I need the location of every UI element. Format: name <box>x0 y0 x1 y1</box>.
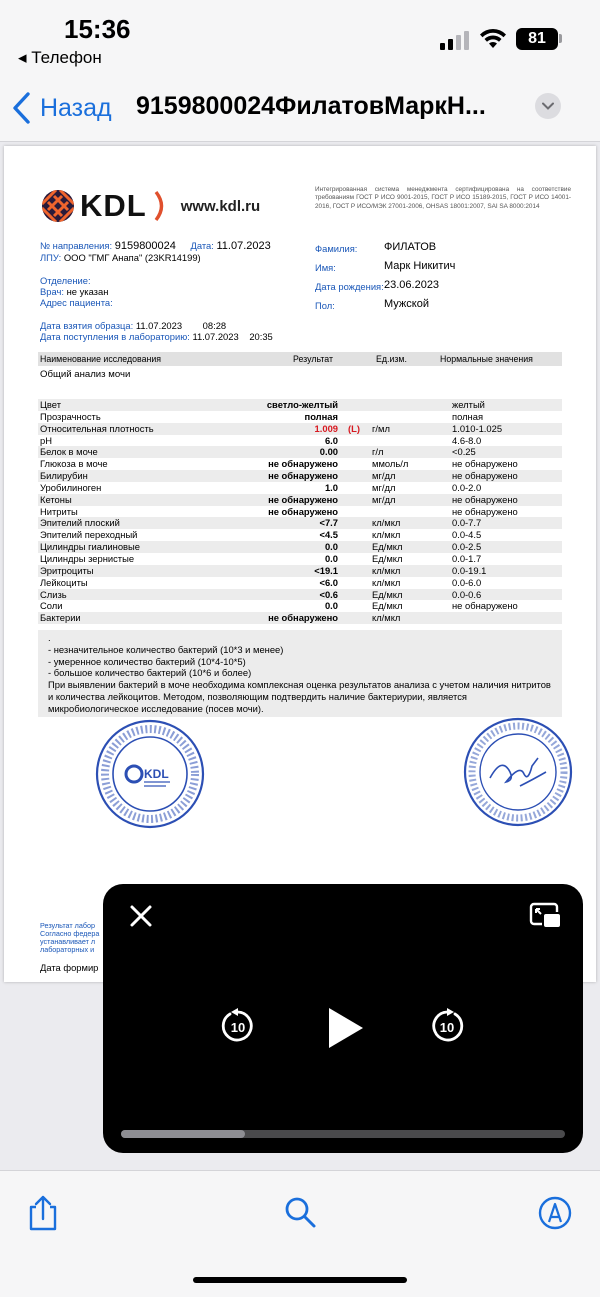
cell-norm: 0.0-7.7 <box>452 517 482 529</box>
signal-icon <box>440 30 470 50</box>
note-line: - незначительное количество бактерий (10*3 и менее) <box>48 643 284 655</box>
cell-unit: кл/мкл <box>372 612 401 624</box>
stamp-kdl-text: KDL <box>144 767 169 781</box>
cell-result: 0.0 <box>324 600 338 612</box>
cell-result: полная <box>304 410 338 422</box>
home-indicator[interactable] <box>193 1277 407 1283</box>
organization-stamp-icon <box>94 718 206 830</box>
table-row <box>38 506 562 518</box>
footer-line-3: устанавливает л <box>40 937 96 946</box>
cell-name: Относительная плотность <box>40 422 154 434</box>
results-table-body <box>38 399 562 624</box>
cell-unit: г/л <box>372 446 384 458</box>
lab-time: 20:35 <box>249 331 273 342</box>
back-button[interactable] <box>10 88 112 128</box>
cell-norm: 0.0-4.5 <box>452 529 482 541</box>
kdl-url[interactable]: www.kdl.ru <box>180 197 261 215</box>
table-row <box>38 589 562 601</box>
certification-text: Интегрированная система менеджмента сертифицирована на соответствие требованиям ГОСТ Р ИСО 9001-2015, ГОСТ Р ИСО 15189-2015, ГОСТ Р ИСО 14001-2016, ГОСТ Р ИСО/МЭК 27001-2006, OHSAS 18001:2007, SAI SA 8000:2014 <box>315 186 571 210</box>
cell-result: <0.6 <box>319 588 338 600</box>
cell-norm: 0.0-1.7 <box>452 552 482 564</box>
cell-result: 1.009 <box>314 422 338 434</box>
cell-norm: не обнаружено <box>452 458 518 470</box>
cell-name: Белок в моче <box>40 446 98 458</box>
table-row <box>38 423 562 435</box>
lpu-value: ООО "ГМГ Анапа" (23KR14199) <box>63 252 201 263</box>
header-result: Результат <box>293 354 334 364</box>
header-norm: Нормальные значения <box>440 354 533 364</box>
surname-value: ФИЛАТОВ <box>384 241 437 253</box>
back-to-app-link[interactable]: ◂ Телефон <box>18 48 102 67</box>
cell-result: 0.00 <box>319 446 338 458</box>
footer-line-2: Согласно федера <box>40 929 100 938</box>
cell-name: Лейкоциты <box>40 576 88 588</box>
cell-result: не обнаружено <box>268 612 338 624</box>
cell-norm: желтый <box>452 399 485 410</box>
note-line: - большое количество бактерий (10*6 и более) <box>48 667 252 679</box>
cell-unit: Ед/мкл <box>372 552 403 564</box>
birth-value: 23.06.2023 <box>384 279 440 291</box>
table-row <box>38 612 562 624</box>
table-row <box>38 482 562 494</box>
table-row <box>38 577 562 589</box>
doctor-value: не указан <box>66 286 109 297</box>
sample-date-line: Дата взятия образца: 11.07.2023 08:28 <box>40 320 227 331</box>
nav-bar <box>0 80 600 142</box>
referral-date: 11.07.2023 <box>216 240 271 252</box>
cell-unit: кл/мкл <box>372 576 401 588</box>
rewind-label: 10 <box>230 1020 246 1035</box>
sex-label: Пол: <box>315 300 335 311</box>
referral-number: 9159800024 <box>114 240 176 252</box>
cell-norm: <0.25 <box>452 446 476 458</box>
cell-result: <6.0 <box>319 576 338 588</box>
table-row <box>38 565 562 577</box>
birth-label: Дата рождения: <box>315 281 384 292</box>
kdl-logo-mark-icon <box>40 188 76 224</box>
cell-norm: 4.6-8.0 <box>452 434 482 446</box>
doctor-line: Врач: не указан <box>40 286 109 297</box>
address-label: Адрес пациента: <box>40 297 113 308</box>
doctor-stamp-icon <box>462 716 574 828</box>
forward-10-icon[interactable] <box>429 1008 465 1044</box>
note-line: . <box>48 632 51 643</box>
cell-unit: кл/мкл <box>372 564 401 576</box>
lab-date-line: Дата поступления в лабораторию: 11.07.2023 20:35 <box>40 331 273 342</box>
search-icon[interactable] <box>283 1195 317 1231</box>
cell-unit: мг/дл <box>372 470 396 482</box>
cell-norm: 0.0-2.0 <box>452 481 482 493</box>
footer-date: Дата формир <box>40 962 99 973</box>
close-icon[interactable] <box>127 902 155 930</box>
cell-norm: 1.010-1.025 <box>452 422 503 434</box>
cell-norm: 0.0-6.0 <box>452 576 482 588</box>
share-icon[interactable] <box>26 1195 60 1231</box>
test-title: Общий анализ мочи <box>40 369 131 380</box>
cell-result: <4.5 <box>319 529 338 541</box>
cell-unit: Ед/мкл <box>372 588 403 600</box>
document-title[interactable]: 9159800024ФилатовМаркН... <box>136 92 486 120</box>
table-row <box>38 411 562 423</box>
back-button-label: Назад <box>40 93 112 122</box>
cell-result: <7.7 <box>319 517 338 529</box>
cell-name: Глюкоза в моче <box>40 458 108 470</box>
table-row <box>38 517 562 529</box>
table-row <box>38 399 562 411</box>
kdl-logo <box>40 188 260 224</box>
table-row <box>38 446 562 458</box>
bacteria-notes <box>38 630 562 717</box>
cell-name: Цвет <box>40 399 62 410</box>
cell-result: не обнаружено <box>268 505 338 517</box>
status-time: 15:36 <box>64 14 131 44</box>
video-progress-fill <box>121 1130 245 1138</box>
battery-icon: 81 <box>516 28 558 50</box>
video-progress-bar[interactable] <box>121 1130 565 1138</box>
cell-result: 0.0 <box>324 541 338 553</box>
document-page <box>4 146 596 982</box>
sample-date: 11.07.2023 <box>135 320 183 331</box>
lab-date: 11.07.2023 <box>192 331 239 342</box>
table-row <box>38 553 562 565</box>
cell-unit: мг/дл <box>372 493 396 505</box>
note-line: - умеренное количество бактерий (10*4-10*5) <box>48 655 246 667</box>
cell-norm: не обнаружено <box>452 470 518 482</box>
cell-unit: Ед/мкл <box>372 541 403 553</box>
cell-name: pH <box>40 434 52 446</box>
cell-name: Слизь <box>40 588 67 600</box>
cell-unit: мг/дл <box>372 481 396 493</box>
cell-unit: кл/мкл <box>372 517 401 529</box>
note-line: При выявлении бактерий в моче необходима комплексная оценка результатов анализа с учетом наличия нитритов и количества лейкоцитов. Методом, позволяющим подтвердить наличие бактериурии, является микробиологическое исследование (посев мочи). <box>48 679 551 714</box>
cell-name: Эпителий плоский <box>40 517 120 529</box>
cell-unit: ммоль/л <box>372 458 409 470</box>
sample-time: 08:28 <box>202 320 227 331</box>
forward-label: 10 <box>439 1020 455 1035</box>
cell-norm: не обнаружено <box>452 505 518 517</box>
cell-name: Билирубин <box>40 470 88 482</box>
cell-norm: 0.0-0.6 <box>452 588 482 600</box>
cell-result: не обнаружено <box>268 470 338 482</box>
cell-result: 6.0 <box>324 434 338 446</box>
cell-name: Соли <box>40 600 63 612</box>
cell-result: 0.0 <box>324 552 338 564</box>
table-row <box>38 494 562 506</box>
results-table-header <box>38 352 562 366</box>
cell-result: <19.1 <box>314 564 338 576</box>
referral-line: № направления: 9159800024 Дата: 11.07.2023 <box>40 240 271 252</box>
table-row <box>38 435 562 447</box>
table-row <box>38 470 562 482</box>
table-row <box>38 600 562 612</box>
cell-name: Цилиндры гиалиновые <box>40 541 140 553</box>
markup-icon[interactable] <box>538 1195 572 1231</box>
cell-norm: полная <box>452 410 484 422</box>
kdl-logo-chevron-icon <box>153 189 171 223</box>
lpu-line: ЛПУ: ООО "ГМГ Анапа" (23KR14199) <box>40 252 201 263</box>
expand-icon[interactable] <box>529 902 563 930</box>
header-unit: Ед.изм. <box>376 354 407 364</box>
status-bar <box>0 0 600 80</box>
cell-result: не обнаружено <box>268 493 338 505</box>
chevron-down-icon <box>542 102 554 110</box>
cell-result: светло-желтый <box>266 399 338 410</box>
cell-name: Уробилиноген <box>40 481 102 493</box>
cell-unit: кл/мкл <box>372 529 401 541</box>
cell-name: Нитриты <box>40 505 78 517</box>
cell-name: Эпителий переходный <box>40 529 138 541</box>
table-row <box>38 541 562 553</box>
cell-name: Кетоны <box>40 493 72 505</box>
cell-name: Цилиндры зернистые <box>40 552 135 564</box>
cell-result: 1.0 <box>324 481 338 493</box>
cell-norm: 0.0-2.5 <box>452 541 482 553</box>
header-name: Наименование исследования <box>40 354 161 364</box>
cell-name: Бактерии <box>40 612 81 624</box>
kdl-logo-text: KDL <box>80 188 147 223</box>
footer-line-4: лабораторных и <box>40 945 95 954</box>
footer-line-1: Результат лабор <box>40 921 95 930</box>
cell-flag: (L) <box>348 422 360 434</box>
cell-name: Эритроциты <box>40 564 94 576</box>
rewind-10-icon[interactable] <box>220 1008 256 1044</box>
cell-unit: г/мл <box>372 422 390 434</box>
title-menu-button[interactable] <box>535 93 561 119</box>
department-label: Отделение: <box>40 275 91 286</box>
video-player[interactable] <box>103 884 583 1153</box>
sex-value: Мужской <box>384 298 429 310</box>
cell-norm: не обнаружено <box>452 600 518 612</box>
table-row <box>38 458 562 470</box>
back-chevron-icon <box>10 91 32 125</box>
cell-norm: 0.0-19.1 <box>452 564 487 576</box>
surname-label: Фамилия: <box>315 243 358 254</box>
cell-unit: Ед/мкл <box>372 600 403 612</box>
table-row <box>38 529 562 541</box>
name-label: Имя: <box>315 262 336 273</box>
play-icon[interactable] <box>325 1006 365 1050</box>
cell-result: не обнаружено <box>268 458 338 470</box>
name-value: Марк Никитич <box>384 260 456 272</box>
wifi-icon <box>478 26 508 50</box>
battery-tip <box>559 34 562 43</box>
cell-name: Прозрачность <box>40 410 101 422</box>
cell-norm: не обнаружено <box>452 493 518 505</box>
